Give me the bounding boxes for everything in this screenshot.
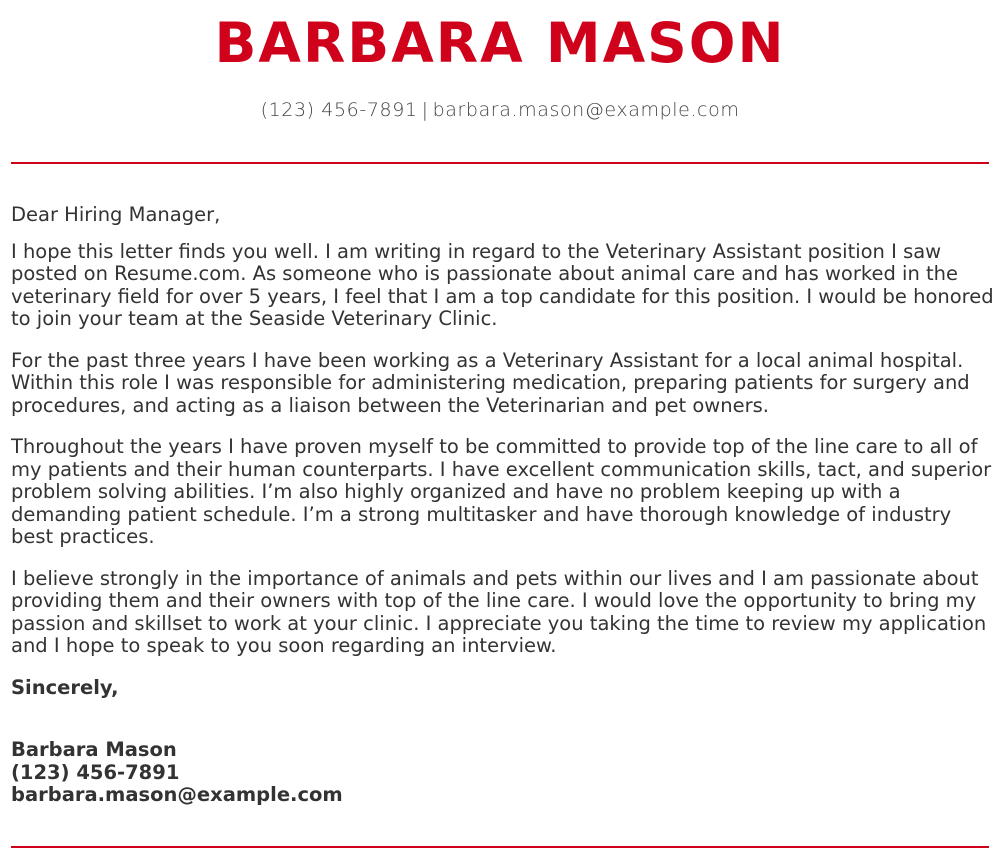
signature-name: Barbara Mason — [11, 738, 177, 761]
letter-body — [11, 204, 996, 677]
applicant-name-heading: BARBARA MASON — [214, 11, 786, 75]
salutation: Dear Hiring Manager, — [11, 203, 221, 226]
signature-phone: (123) 456-7891 — [11, 760, 180, 784]
letter-paragraph: I believe strongly in the importance of animals and pets within our lives and I am passionate about providing them and their owners with top of the line care. I would love the opportunity to bring my passion and skillset to work at your clinic. I appreciate you taking the time to review my application and I hope to speak to you soon regarding an interview. — [11, 566, 987, 657]
closing: Sincerely, — [11, 676, 119, 699]
letter-paragraph: I hope this letter finds you well. I am writing in regard to the Veterinary Assistant position I saw posted on Resume.com. As someone who is passionate about animal care and has worked in the veterinary field for over 5 years, I feel that I am a top candidate for this position. I would be honored to join your team at the Seaside Veterinary Clinic. — [11, 239, 994, 330]
contact-separator: | — [421, 99, 429, 121]
header-contact-line — [0, 97, 1000, 123]
footer-divider — [11, 846, 989, 848]
header-phone: (123) 456-7891 — [260, 99, 418, 121]
letter-paragraph: For the past three years I have been working as a Veterinary Assistant for a local animal hospital. Within this role I was responsible for administering medication, preparing patients for surgery and procedures, and acting as a liaison between the Veterinarian and pet owners. — [11, 348, 970, 417]
letter-paragraph: Throughout the years I have proven myself to be committed to provide top of the line care to all of my patients and their human counterparts. I have excellent communication skills, tact, and superior problem solving abilities. I’m also highly organized and have no problem keeping up with a demanding patient schedule. I’m a strong multitasker and have thorough knowledge of industry best practices. — [11, 435, 992, 548]
signature-email: barbara.mason@example.com — [11, 783, 343, 806]
signature-block — [11, 739, 343, 807]
header-email: barbara.mason@example.com — [432, 99, 740, 121]
header-divider — [11, 162, 989, 164]
